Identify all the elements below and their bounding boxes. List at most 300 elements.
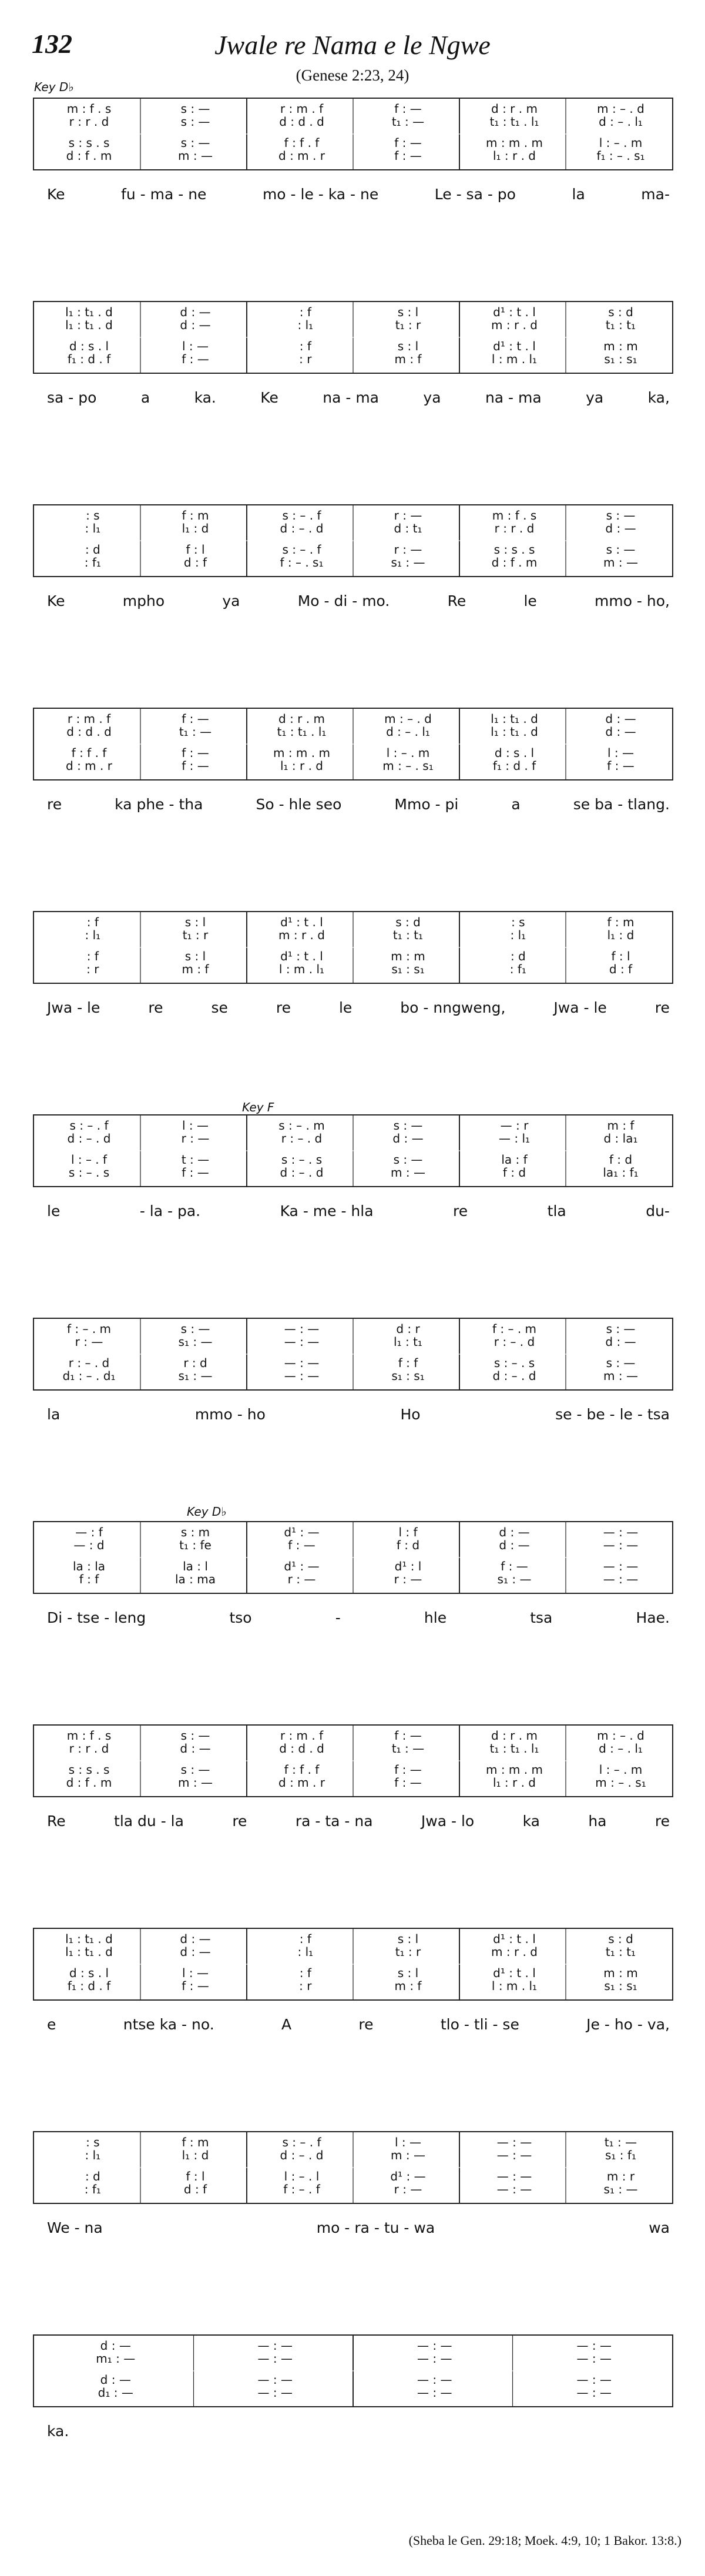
- solfa-voice-2: d : – . d: [280, 2148, 324, 2162]
- solfa-voice-2: d : d . d: [66, 725, 112, 739]
- solfa-voice-2: d : —: [499, 1538, 530, 1552]
- solfa-voice-4: f₁ : – . s₁: [596, 149, 645, 163]
- solfa-voice-2: t₁ : —: [391, 1741, 425, 1756]
- solfa-voice-2: d : – . d: [67, 1131, 111, 1145]
- solfa-voice-4: s : – . s: [68, 1165, 110, 1180]
- lyric-syllable: re: [148, 999, 163, 1016]
- solfa-voice-4: r : —: [394, 2182, 422, 2196]
- solfa-voice-2: m : r . d: [491, 1945, 538, 1959]
- solfa-voice-2: s : —: [180, 115, 210, 129]
- solfa-voice-2: d : d . d: [279, 1741, 324, 1756]
- solfa-voice-3: — : —: [417, 2373, 452, 2387]
- lyric-syllable: Ke: [47, 592, 65, 609]
- lyric-syllable: Ke: [260, 389, 278, 406]
- solfa-voice-4: — : —: [496, 2182, 532, 2196]
- solfa-voice-4: f : —: [607, 759, 634, 773]
- solfa-voice-3: s : —: [393, 1153, 423, 1167]
- lyric-syllable: Hae.: [636, 1609, 670, 1626]
- solfa-voice-2: d : la₁: [603, 1131, 638, 1145]
- solfa-voice-3: la : f: [501, 1153, 528, 1167]
- lyric-syllable: ka.: [47, 2423, 69, 2440]
- lyrics-line-11: [47, 2219, 670, 2236]
- lyric-syllable: A: [281, 2016, 292, 2033]
- solfa-voice-1: f : m: [182, 508, 209, 522]
- lyric-syllable: le: [47, 1202, 61, 1220]
- solfa-voice-3: t : —: [181, 1153, 210, 1167]
- lyric-syllable: mmo - ho,: [594, 592, 670, 609]
- solfa-voice-4: l : m . l₁: [491, 352, 538, 366]
- solfa-voice-4: f : —: [182, 1979, 209, 1993]
- solfa-voice-4: d : f . m: [66, 149, 112, 163]
- solfa-voice-3: d¹ : t . l: [280, 949, 323, 963]
- solfa-voice-2: d : – . l₁: [386, 725, 430, 739]
- solfa-voice-3: — : —: [576, 2373, 612, 2387]
- solfa-voice-3: d¹ : —: [284, 1559, 320, 1573]
- solfa-voice-2: r : r . d: [69, 115, 109, 129]
- solfa-voice-3: : f: [292, 339, 311, 353]
- solfa-voice-2: t₁ : r: [395, 318, 421, 332]
- solfa-voice-2: l₁ : t₁ . d: [65, 1945, 113, 1959]
- solfa-voice-1: r : m . f: [280, 102, 324, 116]
- key-signature-d-flat-return: Key D♭: [187, 1505, 227, 1519]
- staff-system-1: [33, 98, 673, 170]
- solfa-voice-4: m : —: [603, 555, 638, 570]
- lyric-syllable: mmo - ho: [194, 1406, 266, 1423]
- solfa-voice-1: s : – . f: [69, 1118, 109, 1133]
- solfa-voice-1: r : m . f: [280, 1729, 324, 1743]
- solfa-voice-3: m : r: [606, 2169, 635, 2183]
- solfa-voice-4: m : f: [394, 1979, 422, 1993]
- solfa-voice-2: d : t₁: [394, 521, 422, 535]
- solfa-voice-3: d¹ : t . l: [493, 1966, 536, 1980]
- solfa-voice-2: — : —: [603, 1538, 639, 1552]
- solfa-voice-4: f : —: [182, 352, 209, 366]
- solfa-voice-3: s : l: [397, 339, 419, 353]
- lyric-syllable: a: [511, 796, 521, 813]
- solfa-voice-2: d : d . d: [279, 115, 324, 129]
- solfa-voice-3: f : —: [182, 746, 209, 760]
- lyric-syllable: tso: [229, 1609, 252, 1626]
- solfa-voice-3: d : s . l: [69, 1966, 109, 1980]
- lyric-syllable: a: [140, 389, 150, 406]
- solfa-voice-1: f : m: [607, 915, 634, 929]
- solfa-voice-2: — : —: [496, 2148, 532, 2162]
- lyric-syllable: ma-: [641, 186, 670, 203]
- solfa-voice-3: m : m . m: [486, 136, 543, 150]
- solfa-voice-1: m : f . s: [492, 508, 537, 522]
- solfa-voice-2: — : —: [576, 2351, 612, 2366]
- solfa-voice-2: r : r . d: [69, 1741, 109, 1756]
- lyric-syllable: la: [47, 1406, 61, 1423]
- solfa-voice-4: : r: [79, 962, 99, 976]
- solfa-voice-4: s₁ : s₁: [604, 352, 637, 366]
- solfa-voice-2: : l₁: [502, 928, 526, 942]
- lyric-syllable: Ho: [400, 1406, 421, 1423]
- solfa-voice-2: l₁ : t₁ . d: [491, 725, 538, 739]
- solfa-voice-3: f : f . f: [71, 746, 107, 760]
- lyric-syllable: ya: [222, 592, 240, 609]
- solfa-voice-1: d : r . m: [278, 712, 325, 726]
- solfa-voice-2: — : —: [417, 2351, 452, 2366]
- lyric-syllable: Ke: [47, 186, 65, 203]
- lyric-syllable: wa: [649, 2219, 670, 2236]
- solfa-voice-3: f : f . f: [284, 1763, 320, 1777]
- lyric-syllable: Re: [447, 592, 466, 609]
- solfa-voice-3: m : m . m: [273, 746, 330, 760]
- solfa-voice-3: f : f . f: [284, 136, 320, 150]
- solfa-voice-2: t₁ : t₁: [605, 318, 636, 332]
- lyrics-line-2: [47, 389, 670, 406]
- lyric-syllable: bo - nngweng,: [400, 999, 506, 1016]
- hymn-number: 132: [32, 29, 72, 59]
- solfa-voice-1: — : —: [576, 2339, 612, 2353]
- solfa-voice-3: s : l: [184, 949, 206, 963]
- solfa-voice-2: r : —: [75, 1335, 103, 1349]
- solfa-voice-4: f : f: [79, 1572, 99, 1586]
- solfa-voice-1: s : l: [184, 915, 206, 929]
- lyric-syllable: se: [211, 999, 228, 1016]
- lyric-syllable: ka.: [194, 389, 216, 406]
- lyric-syllable: ntse ka - no.: [123, 2016, 214, 2033]
- solfa-voice-4: m : – . s₁: [595, 1776, 646, 1790]
- solfa-voice-1: d : r: [396, 1322, 420, 1336]
- staff-system-11: [33, 2131, 673, 2204]
- lyric-syllable: le: [523, 592, 537, 609]
- solfa-voice-1: l : f: [398, 1525, 418, 1539]
- solfa-voice-3: d : —: [100, 2373, 131, 2387]
- staff-system-8: [33, 1521, 673, 1594]
- lyric-syllable: re: [654, 999, 670, 1016]
- solfa-voice-3: : d: [78, 2169, 100, 2183]
- solfa-voice-3: l : – . f: [70, 1153, 108, 1167]
- solfa-voice-2: f : d: [396, 1538, 420, 1552]
- lyric-syllable: ka,: [647, 389, 670, 406]
- solfa-voice-4: d : f: [609, 962, 633, 976]
- hymn-title: Jwale re Nama e le Ngwe: [214, 30, 491, 60]
- lyric-syllable: Mmo - pi: [394, 796, 459, 813]
- solfa-voice-4: la : ma: [174, 1572, 216, 1586]
- solfa-voice-2: f : —: [288, 1538, 315, 1552]
- solfa-voice-1: s : —: [180, 1729, 210, 1743]
- solfa-voice-3: : d: [78, 542, 100, 557]
- solfa-voice-4: f : – . f: [283, 2182, 320, 2196]
- solfa-voice-4: : f₁: [77, 2182, 101, 2196]
- solfa-voice-4: : r: [291, 1979, 312, 1993]
- solfa-voice-4: m : —: [178, 1776, 213, 1790]
- solfa-voice-3: s : – . f: [282, 542, 321, 557]
- lyrics-line-3: [47, 592, 670, 609]
- solfa-voice-3: s : s . s: [68, 1763, 110, 1777]
- lyric-syllable: Jwa - lo: [421, 1813, 475, 1830]
- solfa-voice-1: — : f: [75, 1525, 103, 1539]
- solfa-voice-3: la : l: [183, 1559, 208, 1573]
- solfa-voice-4: m : f: [394, 352, 422, 366]
- solfa-voice-1: m : f: [607, 1118, 634, 1133]
- solfa-voice-4: f : —: [394, 1776, 422, 1790]
- lyric-syllable: ra - ta - na: [295, 1813, 373, 1830]
- lyric-syllable: re: [232, 1813, 247, 1830]
- solfa-voice-4: l : m . l₁: [278, 962, 325, 976]
- solfa-voice-4: m : f: [182, 962, 209, 976]
- solfa-voice-4: : f₁: [77, 555, 101, 570]
- key-signature-f: Key F: [242, 1100, 274, 1114]
- lyric-syllable: Jwa - le: [47, 999, 100, 1016]
- lyric-syllable: Je - ho - va,: [586, 2016, 670, 2033]
- solfa-voice-3: s : – . s: [281, 1153, 323, 1167]
- lyrics-line-9: [47, 1813, 670, 1830]
- solfa-voice-2: d : – . l₁: [599, 115, 643, 129]
- solfa-voice-3: d¹ : t . l: [493, 339, 536, 353]
- lyric-syllable: re: [276, 999, 291, 1016]
- solfa-voice-1: m : – . d: [597, 1729, 644, 1743]
- solfa-voice-3: m : m . m: [486, 1763, 543, 1777]
- solfa-voice-1: — : —: [257, 2339, 293, 2353]
- lyric-syllable: e: [47, 2016, 56, 2033]
- lyric-syllable: ka: [522, 1813, 540, 1830]
- solfa-voice-1: — : —: [284, 1322, 320, 1336]
- solfa-voice-2: r : – . d: [494, 1335, 535, 1349]
- solfa-voice-3: d : s . l: [494, 746, 535, 760]
- lyric-syllable: la: [572, 186, 585, 203]
- solfa-voice-3: s : —: [180, 136, 210, 150]
- solfa-voice-2: : l₁: [77, 928, 101, 942]
- solfa-voice-4: s₁ : s₁: [604, 1979, 637, 1993]
- solfa-voice-2: — : —: [284, 1335, 320, 1349]
- solfa-voice-3: l : – . m: [599, 136, 643, 150]
- solfa-voice-1: : s: [78, 2135, 100, 2149]
- solfa-voice-4: s₁ : —: [391, 555, 425, 570]
- solfa-voice-2: t₁ : fe: [179, 1538, 212, 1552]
- footer-references: (Sheba le Gen. 29:18; Moek. 4:9, 10; 1 Bakor. 13:8.): [408, 2533, 682, 2548]
- solfa-voice-2: m₁ : —: [96, 2351, 136, 2366]
- lyrics-line-10: [47, 2016, 670, 2033]
- solfa-voice-1: s : —: [393, 1118, 423, 1133]
- lyric-syllable: se - be - le - tsa: [555, 1406, 670, 1423]
- solfa-voice-1: m : f . s: [66, 102, 112, 116]
- lyric-syllable: mpho: [122, 592, 165, 609]
- solfa-voice-2: : l₁: [290, 318, 314, 332]
- solfa-voice-1: s : —: [606, 1322, 636, 1336]
- solfa-voice-3: — : —: [603, 1559, 639, 1573]
- solfa-voice-2: — : l₁: [498, 1131, 531, 1145]
- lyric-syllable: tsa: [530, 1609, 553, 1626]
- solfa-voice-4: s₁ : —: [497, 1572, 532, 1586]
- scripture-reference: (Genese 2:23, 24): [296, 66, 409, 84]
- solfa-voice-1: s : m: [180, 1525, 210, 1539]
- solfa-voice-1: m : f . s: [66, 1729, 112, 1743]
- solfa-voice-1: : f: [292, 1932, 311, 1946]
- lyric-syllable: - la - pa.: [139, 1202, 201, 1220]
- solfa-voice-4: l₁ : r . d: [492, 1776, 536, 1790]
- solfa-voice-1: d : —: [499, 1525, 530, 1539]
- solfa-voice-2: m : —: [391, 2148, 425, 2162]
- lyrics-line-8: [47, 1609, 670, 1626]
- solfa-voice-1: : f: [292, 305, 311, 319]
- solfa-voice-3: d¹ : —: [390, 2169, 426, 2183]
- solfa-voice-1: s : d: [395, 915, 421, 929]
- solfa-voice-2: l₁ : t₁ . d: [65, 318, 113, 332]
- solfa-voice-3: f : d: [609, 1153, 633, 1167]
- lyric-syllable: tla: [547, 1202, 566, 1220]
- staff-system-10: [33, 1928, 673, 2001]
- solfa-voice-2: s₁ : f₁: [605, 2148, 636, 2162]
- solfa-voice-2: d : – . l₁: [599, 1741, 643, 1756]
- lyrics-line-7: [47, 1406, 670, 1423]
- lyric-syllable: ha: [588, 1813, 607, 1830]
- solfa-voice-2: t₁ : t₁ . l₁: [277, 725, 327, 739]
- solfa-voice-4: d : m . r: [278, 1776, 325, 1790]
- solfa-voice-1: d¹ : t . l: [493, 1932, 536, 1946]
- lyric-syllable: Le - sa - po: [434, 186, 516, 203]
- staff-system-7: [33, 1318, 673, 1391]
- solfa-voice-1: : s: [503, 915, 525, 929]
- staff-system-12: [33, 2334, 673, 2407]
- solfa-voice-1: f : – . m: [66, 1322, 112, 1336]
- solfa-voice-2: m : r . d: [491, 318, 538, 332]
- solfa-voice-3: s : l: [397, 1966, 419, 1980]
- solfa-voice-3: f : l: [186, 2169, 205, 2183]
- solfa-voice-2: t₁ : r: [182, 928, 209, 942]
- lyrics-line-4: [47, 796, 670, 813]
- solfa-voice-4: f : —: [394, 149, 422, 163]
- solfa-voice-1: s : l: [397, 305, 419, 319]
- solfa-voice-1: d : —: [180, 1932, 211, 1946]
- lyric-syllable: re: [358, 2016, 374, 2033]
- solfa-voice-4: — : —: [284, 1369, 320, 1383]
- solfa-voice-4: s₁ : s₁: [391, 962, 425, 976]
- lyric-syllable: Di - tse - leng: [47, 1609, 146, 1626]
- solfa-voice-1: — : —: [496, 2135, 532, 2149]
- solfa-voice-1: d¹ : t . l: [280, 915, 323, 929]
- solfa-voice-3: r : d: [183, 1356, 207, 1370]
- solfa-voice-1: f : —: [182, 712, 209, 726]
- solfa-voice-4: d : – . d: [492, 1369, 536, 1383]
- solfa-voice-1: d : —: [100, 2339, 131, 2353]
- lyric-syllable: mo - le - ka - ne: [262, 186, 379, 203]
- solfa-voice-1: s : —: [180, 1322, 210, 1336]
- solfa-voice-1: s : —: [606, 508, 636, 522]
- solfa-voice-3: — : —: [257, 2373, 293, 2387]
- solfa-voice-3: m : m: [603, 1966, 638, 1980]
- solfa-voice-3: l : – . m: [599, 1763, 643, 1777]
- solfa-voice-1: t₁ : —: [604, 2135, 637, 2149]
- solfa-voice-1: d¹ : —: [284, 1525, 320, 1539]
- lyric-syllable: na - ma: [323, 389, 379, 406]
- solfa-voice-1: l₁ : t₁ . d: [65, 305, 113, 319]
- staff-system-2: [33, 301, 673, 374]
- solfa-voice-4: m : —: [178, 149, 213, 163]
- solfa-voice-2: — : —: [257, 2351, 293, 2366]
- lyric-syllable: So - hle seo: [256, 796, 342, 813]
- lyric-syllable: fu - ma - ne: [121, 186, 207, 203]
- solfa-voice-3: — : —: [284, 1356, 320, 1370]
- solfa-voice-4: f₁ : d . f: [67, 352, 111, 366]
- solfa-voice-2: d : —: [392, 1131, 424, 1145]
- solfa-voice-4: — : —: [603, 1572, 639, 1586]
- solfa-voice-1: — : r: [500, 1118, 529, 1133]
- lyric-syllable: le: [338, 999, 352, 1016]
- solfa-voice-4: d : m . r: [278, 149, 325, 163]
- solfa-voice-4: : r: [291, 352, 312, 366]
- solfa-voice-1: : f: [79, 915, 99, 929]
- solfa-voice-1: l₁ : t₁ . d: [491, 712, 538, 726]
- solfa-voice-2: t₁ : —: [179, 725, 212, 739]
- lyric-syllable: du-: [646, 1202, 670, 1220]
- solfa-voice-3: l : —: [607, 746, 634, 760]
- solfa-voice-1: d : —: [180, 305, 211, 319]
- solfa-voice-1: f : m: [182, 2135, 209, 2149]
- solfa-voice-3: l : —: [182, 339, 209, 353]
- solfa-voice-3: f : l: [611, 949, 630, 963]
- lyric-syllable: re: [654, 1813, 670, 1830]
- solfa-voice-4: r : —: [287, 1572, 316, 1586]
- solfa-voice-4: m : —: [391, 1165, 425, 1180]
- solfa-voice-1: f : —: [394, 1729, 422, 1743]
- solfa-voice-4: r : —: [394, 1572, 422, 1586]
- solfa-voice-1: f : – . m: [492, 1322, 537, 1336]
- lyric-syllable: ya: [423, 389, 441, 406]
- solfa-voice-4: s₁ : —: [178, 1369, 213, 1383]
- lyrics-line-5: [47, 999, 670, 1016]
- solfa-voice-4: s₁ : s₁: [391, 1369, 425, 1383]
- solfa-voice-1: : s: [78, 508, 100, 522]
- solfa-voice-3: l : – . l: [284, 2169, 320, 2183]
- lyric-syllable: se ba - tlang.: [573, 796, 670, 813]
- lyric-syllable: We - na: [47, 2219, 103, 2236]
- solfa-voice-4: — : —: [257, 2386, 293, 2400]
- solfa-voice-4: — : —: [576, 2386, 612, 2400]
- lyric-syllable: ya: [586, 389, 604, 406]
- solfa-voice-3: : f: [79, 949, 99, 963]
- solfa-voice-3: m : m: [391, 949, 425, 963]
- solfa-voice-1: d¹ : t . l: [493, 305, 536, 319]
- solfa-voice-2: d : —: [180, 1741, 211, 1756]
- solfa-voice-4: — : —: [417, 2386, 452, 2400]
- solfa-voice-4: d : m . r: [66, 759, 112, 773]
- solfa-voice-4: f : – . s₁: [280, 555, 324, 570]
- staff-system-6: [33, 1114, 673, 1187]
- solfa-voice-1: — : —: [603, 1525, 639, 1539]
- solfa-voice-1: d : r . m: [491, 102, 538, 116]
- solfa-voice-2: : l₁: [290, 1945, 314, 1959]
- solfa-voice-3: d : s . l: [69, 339, 109, 353]
- solfa-voice-4: m : – . s₁: [382, 759, 434, 773]
- solfa-voice-4: d : f: [183, 2182, 207, 2196]
- solfa-voice-2: t₁ : r: [395, 1945, 421, 1959]
- solfa-voice-3: : d: [503, 949, 526, 963]
- solfa-voice-3: s : —: [606, 1356, 636, 1370]
- solfa-voice-2: d : —: [605, 521, 636, 535]
- lyric-syllable: Re: [47, 1813, 66, 1830]
- solfa-voice-4: d₁ : —: [98, 2386, 133, 2400]
- solfa-voice-2: — : d: [73, 1538, 105, 1552]
- solfa-voice-1: m : – . d: [384, 712, 432, 726]
- solfa-voice-4: f : —: [182, 759, 209, 773]
- lyric-syllable: re: [47, 796, 62, 813]
- solfa-voice-1: — : —: [417, 2339, 452, 2353]
- lyric-syllable: -: [335, 1609, 341, 1626]
- solfa-voice-2: l₁ : d: [182, 521, 209, 535]
- solfa-voice-1: r : —: [394, 508, 422, 522]
- solfa-voice-2: t₁ : —: [391, 115, 425, 129]
- solfa-voice-3: f : —: [501, 1559, 528, 1573]
- solfa-voice-3: s : s . s: [68, 136, 110, 150]
- solfa-voice-4: d : f . m: [491, 555, 538, 570]
- solfa-voice-2: d : —: [180, 318, 211, 332]
- solfa-voice-3: f : f: [398, 1356, 418, 1370]
- solfa-voice-2: t₁ : t₁: [392, 928, 424, 942]
- solfa-voice-1: l₁ : t₁ . d: [65, 1932, 113, 1946]
